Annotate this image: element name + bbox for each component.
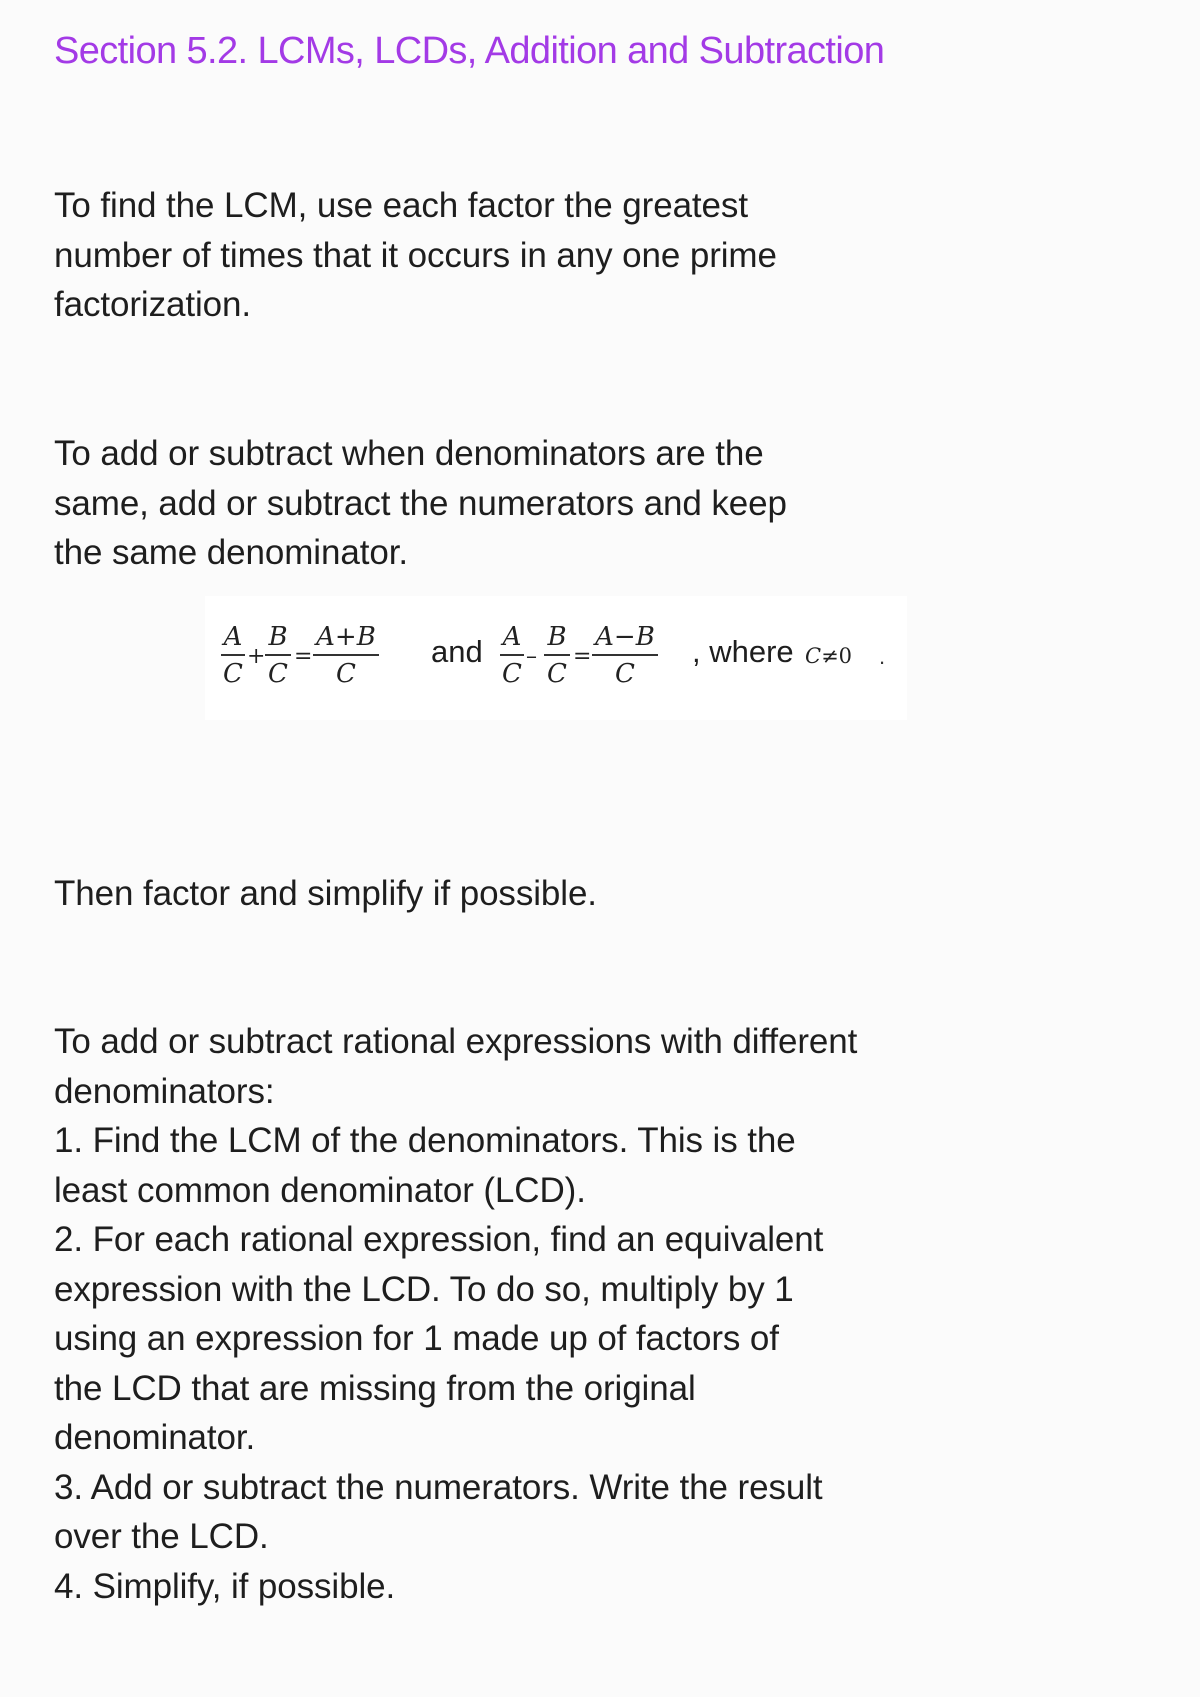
step-4-line: 4. Simplify, if possible. bbox=[54, 1566, 396, 1606]
fraction-b-over-c bbox=[544, 622, 570, 689]
fraction-bar bbox=[265, 654, 291, 656]
different-denominator-line: denominators: bbox=[54, 1071, 275, 1111]
step-2-line: denominator. bbox=[54, 1418, 256, 1457]
fraction-numerator: A bbox=[502, 622, 522, 652]
step-2-line: the LCD that are missing from the original bbox=[54, 1368, 696, 1408]
fraction-denominator: C bbox=[223, 658, 243, 689]
same-denominator-paragraph bbox=[54, 429, 787, 578]
fraction-denominator: C bbox=[336, 658, 356, 689]
minus-sign: – bbox=[526, 644, 537, 669]
step-2-line: using an expression for 1 made up of factors of bbox=[54, 1319, 779, 1358]
fraction-numerator: B bbox=[547, 622, 567, 652]
fraction-bar bbox=[592, 654, 658, 656]
condition-c-not-zero bbox=[805, 644, 852, 668]
fraction-numerator: A+B bbox=[316, 622, 376, 652]
fraction-difference-result bbox=[592, 622, 658, 689]
fraction-bar bbox=[221, 654, 245, 656]
then-rule-paragraph bbox=[54, 869, 597, 919]
fraction-a-over-c bbox=[500, 622, 524, 689]
fraction-bar bbox=[313, 654, 379, 656]
same-denominator-line: same, add or subtract the numerators and keep bbox=[54, 483, 787, 523]
fraction-denominator: C bbox=[502, 658, 522, 689]
formula-terminator: . bbox=[879, 644, 886, 669]
step-2-line: 2. For each rational expression, find an equivalent bbox=[54, 1220, 824, 1259]
section-title: Section 5.2. LCMs, LCDs, Addition and Subtraction bbox=[54, 30, 885, 72]
lcm-rule-line: To find the LCM, use each factor the greatest bbox=[54, 186, 748, 225]
fraction-bar bbox=[544, 654, 570, 656]
where-text: , where bbox=[692, 634, 794, 669]
step-1-line: 1. Find the LCM of the denominators. This is the bbox=[54, 1121, 796, 1160]
fraction-numerator: B bbox=[268, 622, 288, 652]
step-3-line: 3. Add or subtract the numerators. Write the result bbox=[54, 1467, 823, 1507]
condition-inequality: ≠0 bbox=[821, 644, 853, 668]
different-denominator-line: To add or subtract rational expressions with different bbox=[54, 1022, 858, 1061]
same-denominator-line: the same denominator. bbox=[54, 533, 408, 572]
same-denominator-line: To add or subtract when denominators are the bbox=[54, 434, 764, 473]
fraction-denominator: C bbox=[547, 658, 567, 689]
condition-variable: C bbox=[805, 644, 822, 668]
fraction-b-over-c bbox=[265, 622, 291, 689]
fraction-denominator: C bbox=[268, 658, 288, 689]
lcm-rule-line: number of times that it occurs in any one prime bbox=[54, 235, 777, 275]
fraction-formula bbox=[205, 596, 907, 720]
plus-sign: + bbox=[247, 644, 266, 669]
then-rule-line: Then factor and simplify if possible. bbox=[54, 874, 597, 913]
different-denominator-paragraph bbox=[54, 1017, 857, 1611]
step-2-line: expression with the LCD. To do so, multiply by 1 bbox=[54, 1269, 794, 1309]
fraction-bar bbox=[500, 654, 524, 656]
fraction-numerator: A bbox=[223, 622, 243, 652]
lcm-rule-line: factorization. bbox=[54, 285, 252, 324]
step-3-line: over the LCD. bbox=[54, 1517, 269, 1556]
fraction-denominator: C bbox=[615, 658, 635, 689]
step-1-line: least common denominator (LCD). bbox=[54, 1170, 586, 1210]
fraction-numerator: A−B bbox=[595, 622, 655, 652]
equals-sign: = bbox=[294, 644, 313, 669]
fraction-sum-result bbox=[313, 622, 379, 689]
equals-sign: = bbox=[573, 644, 592, 669]
and-connector: and bbox=[431, 634, 483, 669]
lcm-rule-paragraph bbox=[54, 181, 777, 330]
fraction-a-over-c bbox=[221, 622, 245, 689]
